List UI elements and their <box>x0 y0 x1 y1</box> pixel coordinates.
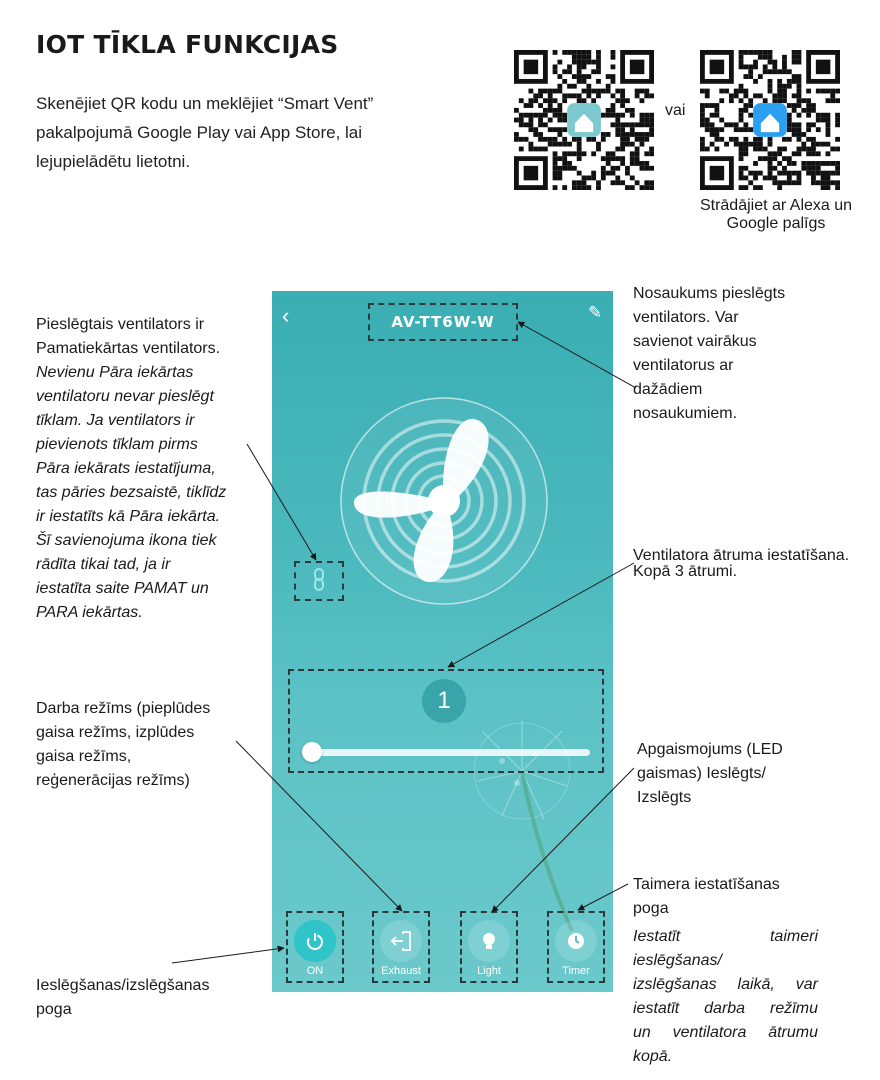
note-line: izslēgšanas laikā, var <box>633 976 818 993</box>
note-line: kopā. <box>633 1048 673 1065</box>
note-light <box>637 738 837 810</box>
note-line: Darba režīms (pieplūdes <box>36 700 211 717</box>
note-line: ir iestatīts kā Pāra iekārta. <box>36 508 221 525</box>
link-indicator <box>294 561 344 601</box>
note-line: Kopā 3 ātrumi. <box>633 563 738 580</box>
exhaust-icon <box>380 920 422 962</box>
note-device-name <box>633 282 833 426</box>
intro-text: Skenējiet QR kodu un meklējiet “Smart Vent” pakalpojumā Google Play vai App Store, lai lejupielādētu lietotni. <box>36 94 374 171</box>
note-line: gaisa režīms, <box>36 748 132 765</box>
note-line: ieslēgšanas/ <box>633 952 722 969</box>
qr-separator: vai <box>665 102 686 119</box>
note-power <box>36 974 266 1022</box>
note-line: Pamatiekārtas ventilators. <box>36 340 221 357</box>
speed-slider-handle[interactable] <box>302 742 322 762</box>
app-screenshot <box>272 291 613 992</box>
note-line: un ventilatora ātrumu <box>633 1024 818 1041</box>
alexa-google-qr-code <box>700 50 840 190</box>
note-line: ventilators. Var <box>633 309 739 326</box>
note-line: iestatīt darba režīmu <box>633 1000 818 1017</box>
note-line: Iestatīt taimeri <box>633 928 818 945</box>
qr-caption-line: Google palīgs <box>726 215 826 232</box>
qr-caption-line: Strādājiet ar Alexa un <box>699 197 853 214</box>
note-line: Nosaukums pieslēgts <box>633 285 786 302</box>
power-button[interactable] <box>286 911 344 983</box>
note-line: Apgaismojums (LED <box>637 741 783 758</box>
note-line: ventilatoru nevar pieslēgt <box>36 388 214 405</box>
edit-name-button[interactable]: ✎ <box>588 303 603 322</box>
power-icon <box>294 920 336 962</box>
mode-button[interactable] <box>372 911 430 983</box>
device-name[interactable]: AV-TT6W-W <box>368 303 518 341</box>
note-line: nosaukumiem. <box>633 405 738 422</box>
note-line: rādīta tikai tad, ja ir <box>36 556 171 573</box>
bulb-icon <box>468 920 510 962</box>
fan-dial <box>324 391 564 611</box>
note-line: gaismas) Ieslēgts/ <box>637 765 766 782</box>
light-label: Light <box>477 965 501 977</box>
note-line: savienot vairākus <box>633 333 757 350</box>
arrow-power <box>172 948 284 963</box>
link-icon <box>296 563 342 599</box>
note-line: reģenerācijas režīms) <box>36 772 190 789</box>
power-label: ON <box>306 965 324 977</box>
speed-slider-track[interactable] <box>304 749 590 756</box>
mode-label: Exhaust <box>381 965 421 977</box>
note-line: dažādiem <box>633 381 703 398</box>
note-line: Šī savienojuma ikona tiek <box>36 532 217 549</box>
note-mode <box>36 697 266 793</box>
note-linked-fan <box>36 313 268 625</box>
note-timer <box>633 873 818 1069</box>
note-line: ventilatorus ar <box>633 357 734 374</box>
note-line: poga <box>633 900 669 917</box>
note-line: Izslēgts <box>637 789 692 806</box>
note-line: Taimera iestatīšanas <box>633 876 780 893</box>
note-line: gaisa režīms, izplūdes <box>36 724 195 741</box>
note-line: PARA iekārtas. <box>36 604 143 621</box>
speed-value: 1 <box>422 679 466 723</box>
light-button[interactable] <box>460 911 518 983</box>
note-line: Nevienu Pāra iekārtas <box>36 364 194 381</box>
qr-caption <box>676 197 876 233</box>
timer-label: Timer <box>562 965 590 977</box>
note-line: tīklam. Ja ventilators ir <box>36 412 195 429</box>
note-line: pievienots tīklam pirms <box>36 436 198 453</box>
note-line: Pieslēgtais ventilators ir <box>36 316 205 333</box>
note-line: Ventilatora ātruma iestatīšana. <box>633 547 850 564</box>
note-speed <box>633 548 880 580</box>
timer-button[interactable] <box>547 911 605 983</box>
smart-vent-qr-code <box>514 50 654 190</box>
note-line: tas pāries bezsaistē, tiklīdz <box>36 484 227 501</box>
back-button[interactable]: ‹ <box>282 303 290 328</box>
note-line: Ieslēgšanas/izslēgšanas <box>36 977 210 994</box>
page-title: IOT TĪKLA FUNKCIJAS <box>36 30 339 59</box>
note-line: poga <box>36 1001 72 1018</box>
clock-icon <box>555 920 597 962</box>
note-line: Pāra iekārats iestatījuma, <box>36 460 216 477</box>
note-line: iestatīta saite PAMAT un <box>36 580 209 597</box>
